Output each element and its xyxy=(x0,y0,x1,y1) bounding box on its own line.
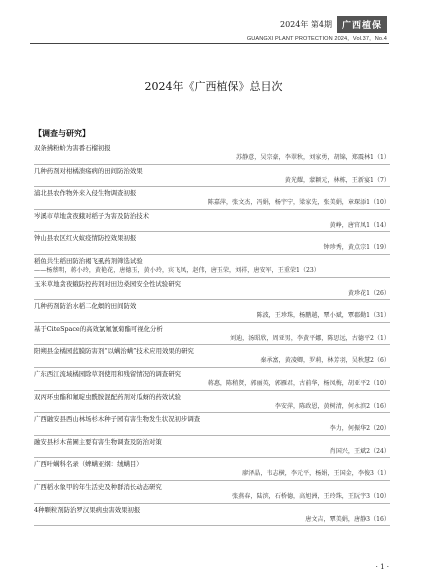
toc-entry-authors: 苏静意，吴宗豪，李翠秋，刘家勇，胡锦，郑震林1（1） xyxy=(235,154,390,161)
toc-entry-authors: 李力，何振华2（20） xyxy=(329,425,390,433)
toc-entry-title: 浦北县农作物外来入侵生物调查初报 xyxy=(34,189,137,198)
toc-list xyxy=(34,142,390,526)
toc-entry[interactable] xyxy=(34,345,390,368)
journal-english-name: GUANGXI PLANT PROTECTION 2024，Vol.37，No.4 xyxy=(246,36,387,42)
toc-entry-title: 玉米草地贪夜蛾防控药剂对田边桑园安全性试验研究 xyxy=(34,279,181,288)
header-rule xyxy=(30,43,389,44)
toc-entry[interactable] xyxy=(34,142,390,165)
toc-entry-authors: ——杨蔡明，蒋小玲，黄艳花，唐德玉，黄小玲，宾飞凤，赵伟，唐玉荣，刘祥，唐安军，王重荣1（23） xyxy=(34,266,320,274)
toc-entry[interactable] xyxy=(34,165,390,188)
toc-entry-authors: 唐文吉，覃美娟，唐静3（16） xyxy=(305,515,390,523)
toc-entry-title: 钟山县农区红火蚁疫情防控效果初报 xyxy=(34,234,137,243)
toc-entry[interactable] xyxy=(34,300,390,323)
toc-entry-authors: 陈波，王珍珠，杨鹏越，覃小斌，覃郡勤1（31） xyxy=(256,312,390,320)
toc-entry[interactable] xyxy=(34,232,390,255)
toc-entry-title: 广西融安县西山林场杉木种子园有害生物发生状况初步调查 xyxy=(34,415,201,424)
toc-entry-title: 广西稻水象甲的年生活史及种群消长动态研究 xyxy=(34,482,162,491)
toc-entry-title: 几种药剂对柑橘溃疡病的田间防治效果 xyxy=(34,166,143,175)
toc-entry-title: 广东西江流域橘园除草剂使用和残留情况的调查研究 xyxy=(34,369,181,378)
toc-entry-title: 基于CiteSpace的高效氯氟氰菊酯可视化分析 xyxy=(34,324,163,333)
page-number: · 1 · xyxy=(375,563,389,571)
toc-entry-authors: 李安萍，陈政恩，黄树清，何永滨2（16） xyxy=(274,402,390,410)
toc-entry-authors: 廖泽晶，韦志横，李元平，杨娟，王国金，李俊3（1） xyxy=(242,470,390,478)
toc-entry-authors: 钟珍秀，黄点宗1（19） xyxy=(323,244,390,252)
toc-entry-authors: 黄峥，唐官凤1（14） xyxy=(329,221,390,229)
section-heading: 【调查与研究】 xyxy=(34,129,90,138)
toc-entry[interactable] xyxy=(34,368,390,391)
toc-entry-title: 双条拂粉蚧为害番石榴初报 xyxy=(34,144,111,152)
toc-entry[interactable] xyxy=(34,436,390,459)
toc-entry[interactable] xyxy=(34,391,390,414)
toc-entry-authors: 肖国兴，王斌2（24） xyxy=(329,447,390,455)
toc-entry-title: 双丙环虫酯和氟啶虫酰胺混配药剂对瓜蚜的药效试验 xyxy=(34,392,181,401)
toc-entry-title: 融安县杉木苗圃主要有害生物调查及防治对策 xyxy=(34,437,162,446)
page-title: 2024年《广西植保》总目次 xyxy=(144,80,283,93)
toc-entry-authors: 黄珍花1（26） xyxy=(347,289,390,297)
issue-label: 2024年 第4期 xyxy=(279,20,332,29)
toc-entry-authors: 陈嘉萍，张文杰，冯娟，杨宇宁，梁家先，张美娟，章琛添1（10） xyxy=(207,199,390,207)
toc-entry[interactable] xyxy=(34,187,390,210)
toc-entry-title: 4种颗粒剂防治罗汉果病虫害效果初报 xyxy=(34,505,141,514)
toc-entry[interactable] xyxy=(34,504,390,527)
toc-entry-title: 阳朔县金橘园蓝膜防害剂“以螨治螨”技术应用效果的研究 xyxy=(34,347,194,356)
toc-entry[interactable] xyxy=(34,413,390,436)
toc-entry-title: 几种药剂防治水稻二化螟的田间防效 xyxy=(34,302,137,311)
running-header xyxy=(280,16,387,33)
toc-entry-title: 稻鱼共生稻田防治褐飞虱药剂筛选试验 xyxy=(34,256,143,265)
toc-entry-title: 岑溪市草地贪夜蛾对稻子为害及防治技术 xyxy=(34,211,150,220)
toc-entry[interactable] xyxy=(34,481,390,504)
toc-entry-authors: 张燕春，陆滨，石桥德，高旭洲，王玲珠，王阮宇3（10） xyxy=(232,492,390,500)
toc-entry[interactable] xyxy=(34,323,390,346)
journal-logo-badge: 广西植保 xyxy=(337,16,387,33)
toc-entry[interactable] xyxy=(34,255,390,278)
toc-entry-authors: 秦承富，黄凌卿，罗莉，林芳羽，吴秋慧2（6） xyxy=(260,357,390,365)
toc-entry[interactable] xyxy=(34,210,390,233)
toc-entry[interactable] xyxy=(34,278,390,301)
toc-entry[interactable] xyxy=(34,458,390,481)
toc-entry-title: 广西叶螨科名录（蜱螨亚纲：绒螨目） xyxy=(34,460,143,469)
toc-entry-authors: 刘迪，汤昭欣，周亚男，李黄平娜，陈思远，古德平2（1） xyxy=(229,334,390,342)
toc-entry-authors: 黄光耀，蒙颖元，林栋，王新宴1（7） xyxy=(284,176,390,184)
toc-entry-authors: 蒋惠，陈稍贤，郭丽英，郭雁君，古前华，杨凤梅，胡亚平2（10） xyxy=(207,379,390,387)
